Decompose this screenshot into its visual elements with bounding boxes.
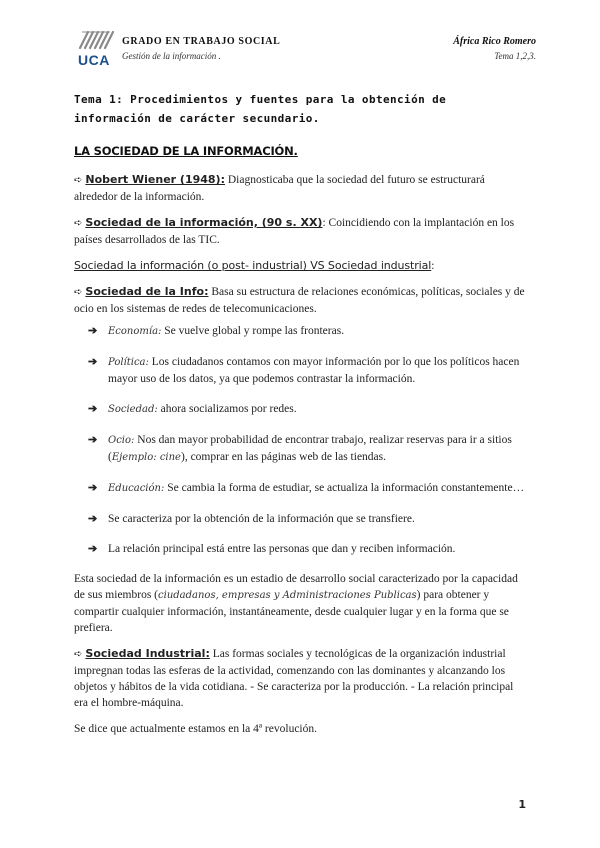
logo-text: UCA xyxy=(78,52,110,68)
list-item: ➔ Se caracteriza por la obtención de la información que se transfiere. xyxy=(88,513,415,525)
bullet-arrow-icon: ➔ xyxy=(88,513,98,525)
paragraph-wiener: ➪ Nobert Wiener (1948): Diagnosticaba que la sociedad del futuro se estructurará alrededor de la información. xyxy=(74,173,485,203)
bullet-arrow-icon: ➔ xyxy=(88,403,98,415)
paragraph-sociedad-informacion: ➪ Sociedad de la información, (90 s. XX): Coincidiendo con la implantación en los países desarrollados de las TIC. xyxy=(74,216,515,246)
tema-label: Tema 1,2,3. xyxy=(494,51,536,61)
university-logo xyxy=(76,24,116,68)
author-name: África Rico Romero xyxy=(453,36,536,47)
comparison-heading: Sociedad la información (o post- industrial) VS Sociedad industrial: xyxy=(74,259,435,272)
list-item: ➔ La relación principal está entre las personas que dan y reciben información. xyxy=(88,543,456,555)
paragraph-sociedad-industrial: ➪ Sociedad Industrial: Las formas sociales y tecnológicas de la organización industrial impregnan todas las esferas de la actividad, comenzando con las dominantes y alcanzando los objetos y hábitos de la vida cotidiana. - Se caracteriza por la producción. - La relación principal era el hombre-máquina. xyxy=(74,647,514,709)
bullet-arrow-icon: ➔ xyxy=(88,482,98,494)
bullet-arrow-icon: ➔ xyxy=(88,325,98,337)
arrow-icon: ➪ xyxy=(74,649,83,660)
bullet-arrow-icon: ➔ xyxy=(88,543,98,555)
list-item: ➔ Sociedad: ahora socializamos por redes. xyxy=(88,403,297,415)
lead-term: Nobert Wiener (1948): xyxy=(85,173,225,186)
page-header xyxy=(76,24,536,68)
lead-term: Sociedad de la Info: xyxy=(85,285,209,298)
lead-term: Sociedad de la información, (90 s. XX) xyxy=(85,216,323,229)
document-body xyxy=(74,90,526,747)
subject-name: Gestión de la información . xyxy=(122,51,221,61)
arrow-icon: ➪ xyxy=(74,175,83,186)
paragraph-revolution: Se dice que actualmente estamos en la 4ª revolución. xyxy=(74,723,317,735)
bullet-arrow-icon: ➔ xyxy=(88,356,98,368)
list-item: ➔ Educación: Se cambia la forma de estudiar, se actualiza la información constantemente… xyxy=(88,482,525,494)
list-item: ➔ Política: Los ciudadanos contamos con mayor información por lo que los políticos hacen mayor uso de los datos, ya que podemos contrastar la información. xyxy=(88,356,520,385)
lead-term: Sociedad Industrial: xyxy=(85,647,210,660)
document-title: Tema 1: Procedimientos y fuentes para la obtención de información de carácter secundario. xyxy=(74,93,447,125)
course-title: GRADO EN TRABAJO SOCIAL xyxy=(122,36,281,47)
characteristics-list xyxy=(74,323,526,557)
bullet-arrow-icon: ➔ xyxy=(88,434,98,446)
logo-emblem-icon xyxy=(76,24,116,52)
list-item: ➔ Economía: Se vuelve global y rompe las fronteras. xyxy=(88,325,345,337)
paragraph-sociedad-info: ➪ Sociedad de la Info: Basa su estructura de relaciones económicas, políticas, sociales y de ocio en los sistemas de redes de telecomunicaciones. xyxy=(74,285,525,315)
section-heading: LA SOCIEDAD DE LA INFORMACIÓN. xyxy=(74,144,298,158)
arrow-icon: ➪ xyxy=(74,287,83,298)
paragraph-definition: Esta sociedad de la información es un estadio de desarrollo social caracterizado por la capacidad de sus miembros (ciudadanos, empresas y Administraciones Publicas) para obtener y compartir cualquier información, instantáneamente, desde cualquier lugar y en la forma que se prefiera. xyxy=(74,573,518,634)
list-item: ➔ Ocio: Nos dan mayor probabilidad de encontrar trabajo, realizar reservas para ir a sitios (Ejemplo: cine), comprar en las páginas web de las tiendas. xyxy=(88,434,512,463)
arrow-icon: ➪ xyxy=(74,218,83,229)
page-number: 1 xyxy=(518,798,526,811)
